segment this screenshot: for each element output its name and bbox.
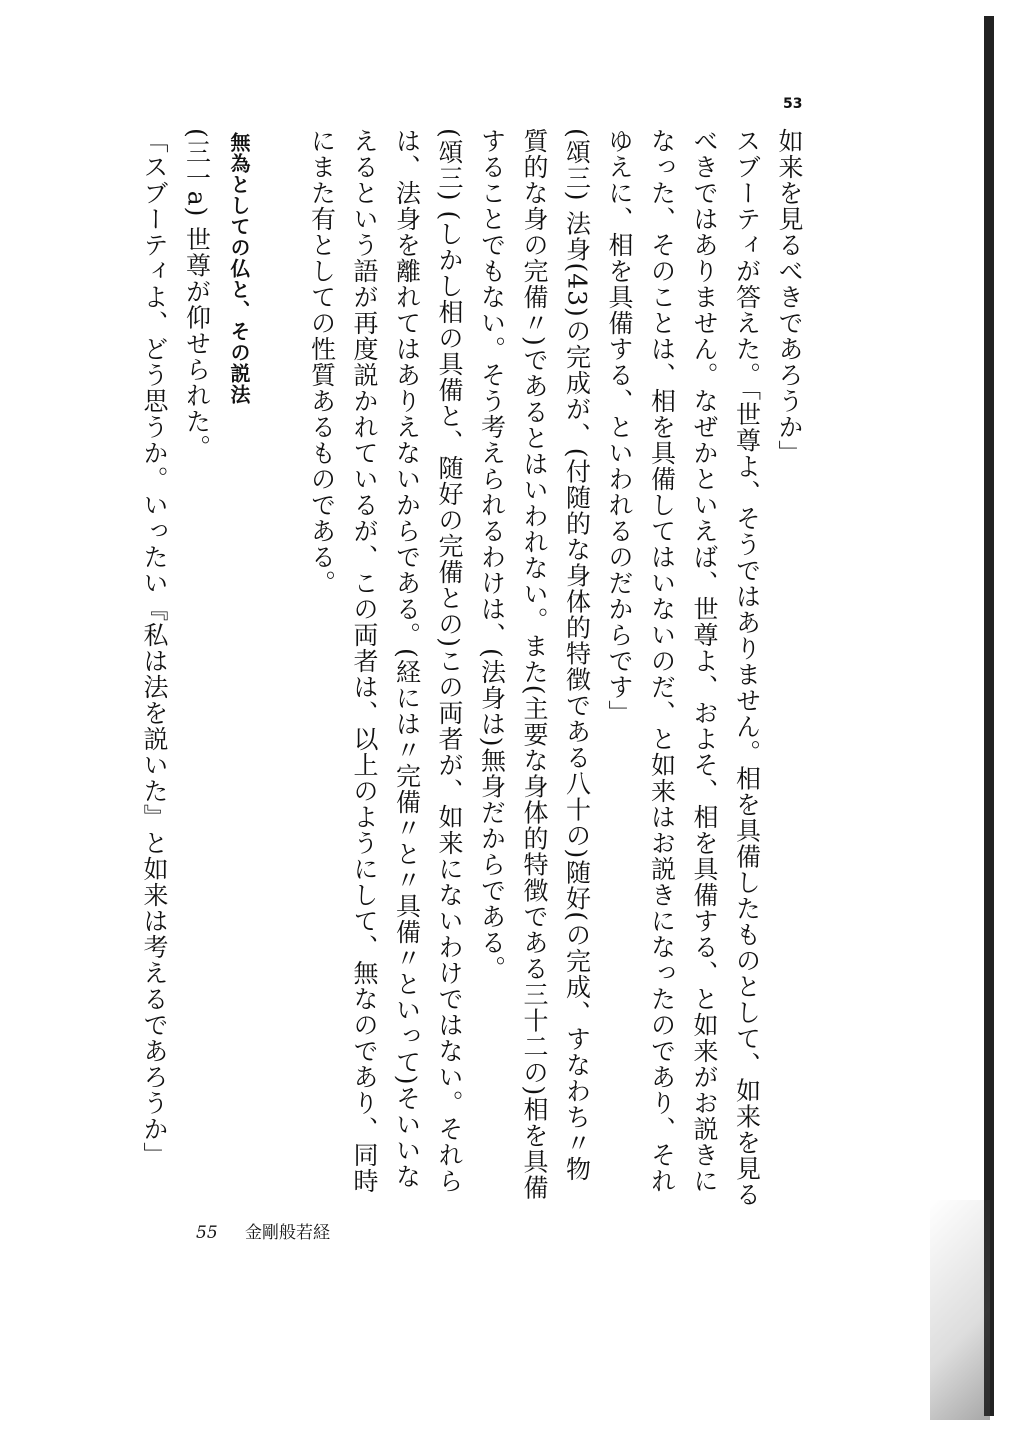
paragraph-1: 如来を見るべきであろうか」 <box>775 128 804 466</box>
footer-page-number: 55 <box>196 1223 218 1243</box>
section-paragraph-1: (三一a) 世尊が仰せられた。 <box>182 128 212 461</box>
footer-title: 金剛般若経 <box>245 1223 331 1243</box>
section-paragraph-2: 「スブーティよ、どう思うか。いったい『私は法を説いた』と如来は考えるであろうか」 <box>140 128 169 1168</box>
section-heading: 無為としての仏と、その説法 <box>227 132 251 405</box>
scan-shadow <box>930 1200 990 1420</box>
page-number: 53 <box>783 96 803 112</box>
paragraph-4: (頌三) (しかし相の具備と、随好の完備との)この両者が、如来にないわけではない。それらは、法身を離れてはありえないからである。(経には〃完備〃と〃具備〃といって)そいいなえるという語が再度説かれているが、この両者は、以上のようにして、無なのであり、同時にまた有としての性質あるものである。 <box>307 128 464 1194</box>
paragraph-2: スブーティが答えた。「世尊よ、そうではありません。相を具備したものとして、如来を見るべきではありません。なぜかといえば、世尊よ、およそ、相を具備する、と如来がお説きになった、そのことは、相を具備してはいないのだ、と如来はお説きになったのであり、それゆえに、相を具備する、といわれるのだからです」 <box>605 128 762 1208</box>
paragraph-3: (頌三) 法身(43)の完成が、(付随的な身体的特徴である八十の)随好(の完成、すなわち〃物質的な身の完備〃)であるとはいわれない。また(主要な身体的特徴である三十二の)相を具備することでもない。そう考えられるわけは、(法身は)無身だからである。 <box>477 128 592 1201</box>
body-text <box>140 128 810 1208</box>
footer <box>196 1218 330 1243</box>
